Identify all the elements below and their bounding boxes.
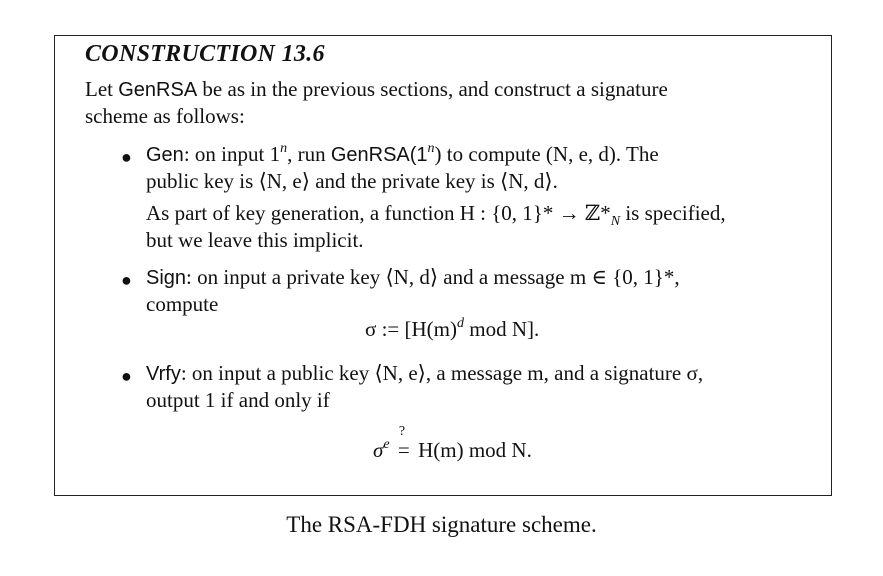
construction-title: CONSTRUCTION 13.6 [85,41,325,67]
question-equals-symbol: ? = [397,424,410,462]
intro-line-2: scheme as follows: [85,104,245,128]
vrfy-line-1: Vrfy: on input a public key ⟨N, e⟩, a message m, and a signature σ, [146,361,704,385]
gen-line-2: public key is ⟨N, e⟩ and the private key is ⟨N, d⟩. [146,169,558,193]
bullet-gen: ● [121,147,132,167]
gen-line-3: As part of key generation, a function H : {0, $1\}* \to ℤ*_N$ is specified, [146,201,726,229]
gen-line-1: Gen: on input 1$^n$, run GenRSA(1$^n$) to compute (N, e, d). The [146,141,659,166]
sign-line-2: compute [146,292,219,316]
sign-label: Sign [146,267,187,289]
intro-line-1: Let GenRSA be as in the previous sections, and construct a signature [85,77,668,101]
sign-equation: σ := [$H(m)^d$ mod N]. [365,316,540,341]
vrfy-equation: $\sigma^e$ ? = H(m) mod N. [373,424,532,462]
vrfy-line-2: output 1 if and only if [146,388,330,412]
figure-caption: The RSA-FDH signature scheme. [286,512,597,537]
bullet-vrfy: ● [121,366,132,386]
sign-line-1: Sign: on input a private key ⟨N, d⟩ and a message m ∈ {0, 1}*, [146,265,680,289]
gen-line-4: but we leave this implicit. [146,228,364,252]
vrfy-label: Vrfy [146,363,181,385]
gen-label: Gen [146,144,184,166]
construction-box [54,35,832,496]
bullet-sign: ● [121,270,132,290]
genrsa-name: GenRSA [118,79,198,101]
